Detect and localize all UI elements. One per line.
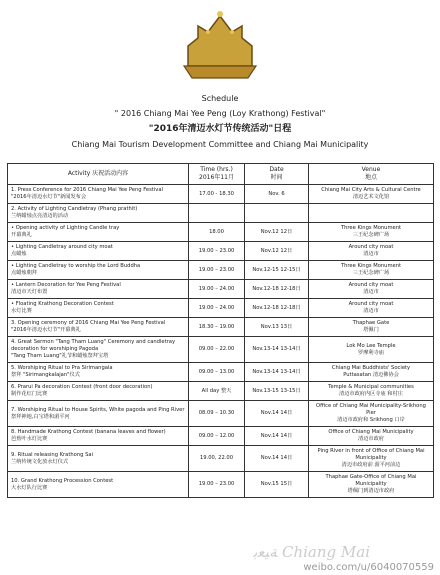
activity-cell: 1. Press Conference for 2016 Chiang Mai Yee Peng Festival "2016年清迈水灯节"新闻发布会: [8, 185, 189, 204]
venue-cell: Chiang Mai City Arts & Cultural Centre 清迈艺术文化馆: [309, 185, 434, 204]
time-cell: 19.00 – 23.00: [189, 261, 245, 280]
date-cell: Nov.15 15日: [245, 472, 309, 498]
venue-cell: Around city moat 清迈市: [309, 280, 434, 299]
venue-cell: Lok Mo Lee Temple 罗摩利寺庙: [309, 337, 434, 363]
date-cell: Nov.12 12日: [245, 242, 309, 261]
venue-cell: [309, 204, 434, 223]
activity-cell: 7. Worshiping Ritual to House Spirits, White pagoda and Ping River 祭拜神地,白宝塔和湄平河: [8, 401, 189, 427]
venue-cell: Ping River in front of Office of Chiang Mai Municipality 清迈市政府前 湄平河前边: [309, 446, 434, 472]
time-cell: 09.00 – 12.00: [189, 427, 245, 446]
activity-cell: • Lantern Decoration for Yee Peng Festival 清迈市天灯布置: [8, 280, 189, 299]
venue-cell: Office of Chiang Mai Municipality-Srikhong Pier 清迈市政府和 Srikhong 口岸: [309, 401, 434, 427]
title-block: [0, 92, 440, 149]
event-title-zh: "2016年清迈水灯节传统活动"日程: [148, 124, 292, 134]
venue-cell: Three Kings Monument 三王纪念碑广场: [309, 261, 434, 280]
activity-cell: 6. Prarui Pa decoration Contest (front door decoration) 制作花红门比赛: [8, 382, 189, 401]
date-cell: Nov.13-15 13-15日: [245, 382, 309, 401]
activity-cell: 4. Great Sermon "Tang Tham Luang" Ceremony and candletray decoration for worshiping Pagoda "Tang Tham Luang"礼节和蜡烛祭拜宝塔: [8, 337, 189, 363]
venue-cell: Chiang Mai Buddhists' Society Puttasatan 清迈佛协会: [309, 363, 434, 382]
date-cell: Nov.12-15 12-15日: [245, 261, 309, 280]
date-cell: Nov. 6: [245, 185, 309, 204]
venue-header: Venue 地点: [309, 164, 434, 185]
time-cell: All day 整天: [189, 382, 245, 401]
signature-watermark: ﺔﻴﻌﺑ Chiang Mai: [253, 543, 370, 561]
venue-cell: Thaphae Gate-Office of Chiang Mai Municipality 塔佩门到清迈市政府: [309, 472, 434, 498]
activity-cell: 9. Ritual releasing Krathong Sai 兰纳传统文化放水灯仪式: [8, 446, 189, 472]
schedule-table: [7, 163, 434, 498]
table-row: [8, 446, 434, 472]
venue-cell: Office of Chiang Mai Municipality 清迈市政府: [309, 427, 434, 446]
table-row: [8, 382, 434, 401]
table-row: [8, 401, 434, 427]
time-cell: 08.09 – 10.30: [189, 401, 245, 427]
table-row: [8, 318, 434, 337]
time-cell: 19.00 – 24.00: [189, 280, 245, 299]
activity-cell: 5. Worshiping Ritual to Pra Sirimangala 祭拜 "Sirimangkalajan"仪式: [8, 363, 189, 382]
date-cell: Nov.13 13日: [245, 318, 309, 337]
time-cell: 19.00 – 23.00: [189, 242, 245, 261]
table-row: [8, 242, 434, 261]
date-cell: Nov.12-18 12-18日: [245, 299, 309, 318]
time-header: Time (hrs.) 2016年11月: [189, 164, 245, 185]
time-cell: 19.00 – 24.00: [189, 299, 245, 318]
date-cell: Nov.13-14 13-14日: [245, 363, 309, 382]
venue-cell: Temple & Municipal communities 清迈市政府内区寺庙 和村庄: [309, 382, 434, 401]
time-cell: [189, 204, 245, 223]
table-row: [8, 427, 434, 446]
table-row: [8, 337, 434, 363]
date-cell: Nov.14 14日: [245, 427, 309, 446]
date-cell: [245, 204, 309, 223]
time-cell: 18.00: [189, 223, 245, 242]
date-cell: Nov.13-14 13-14日: [245, 337, 309, 363]
activity-cell: • Lighting Candletray to worship the Lord Buddha 点蜡烛朝拜: [8, 261, 189, 280]
activity-cell: 10. Grand Krathong Procession Contest 大水灯队行比赛: [8, 472, 189, 498]
date-cell: Nov.14 14日: [245, 446, 309, 472]
activity-cell: • Opening activity of Lighting Candle tray 开幕典礼: [8, 223, 189, 242]
date-cell: Nov.12-18 12-18日: [245, 280, 309, 299]
table-row: [8, 185, 434, 204]
date-cell: Nov.14 14日: [245, 401, 309, 427]
activity-cell: 2. Activity of Lighting Candletray (Phang prathit) 兰纳蜡烛点亮清迈的活动: [8, 204, 189, 223]
venue-cell: Around city moat 清迈市: [309, 299, 434, 318]
table-row: [8, 261, 434, 280]
schedule-heading: Schedule: [201, 94, 239, 103]
activity-cell: 3. Opening ceremony of 2016 Chiang Mai Yee Peng Festival "2016年清迈水灯节"开幕典礼: [8, 318, 189, 337]
time-cell: 19.00 – 23.00: [189, 472, 245, 498]
activity-cell: • Floating Krathong Decoration Contest 水灯比赛: [8, 299, 189, 318]
table-row: [8, 223, 434, 242]
time-cell: 18.30 – 19.00: [189, 318, 245, 337]
table-header-row: [8, 164, 434, 185]
table-row: [8, 472, 434, 498]
table-row: [8, 280, 434, 299]
time-cell: 19.00, 22.00: [189, 446, 245, 472]
venue-cell: Thaphae Gate 塔佩门: [309, 318, 434, 337]
event-title-en: " 2016 Chiang Mai Yee Peng (Loy Krathong) Festival": [114, 109, 326, 118]
time-cell: 17.00 - 18.30: [189, 185, 245, 204]
venue-cell: Three Kings Monument 三王纪念碑广场: [309, 223, 434, 242]
time-cell: 09.00 – 22.00: [189, 337, 245, 363]
activity-cell: • Lighting Candletray around city moat 点蜡烛: [8, 242, 189, 261]
time-cell: 09.00 – 13.00: [189, 363, 245, 382]
weibo-watermark: weibo.com/u/6040070559: [303, 562, 434, 573]
venue-cell: Around city moat 清迈市: [309, 242, 434, 261]
date-cell: Nov.12 12日: [245, 223, 309, 242]
festival-logo: [178, 8, 262, 88]
table-row: [8, 299, 434, 318]
table-row: [8, 363, 434, 382]
table-row: [8, 204, 434, 223]
activity-cell: 8. Handmade Krathong Contest (banana leaves and flower) 芭蕉叶水灯比赛: [8, 427, 189, 446]
date-header: Date 时间: [245, 164, 309, 185]
activity-header: Activity 庆祝活动内容: [8, 164, 189, 185]
organizer-line: Chiang Mai Tourism Development Committee and Chiang Mai Municipality: [71, 140, 369, 149]
